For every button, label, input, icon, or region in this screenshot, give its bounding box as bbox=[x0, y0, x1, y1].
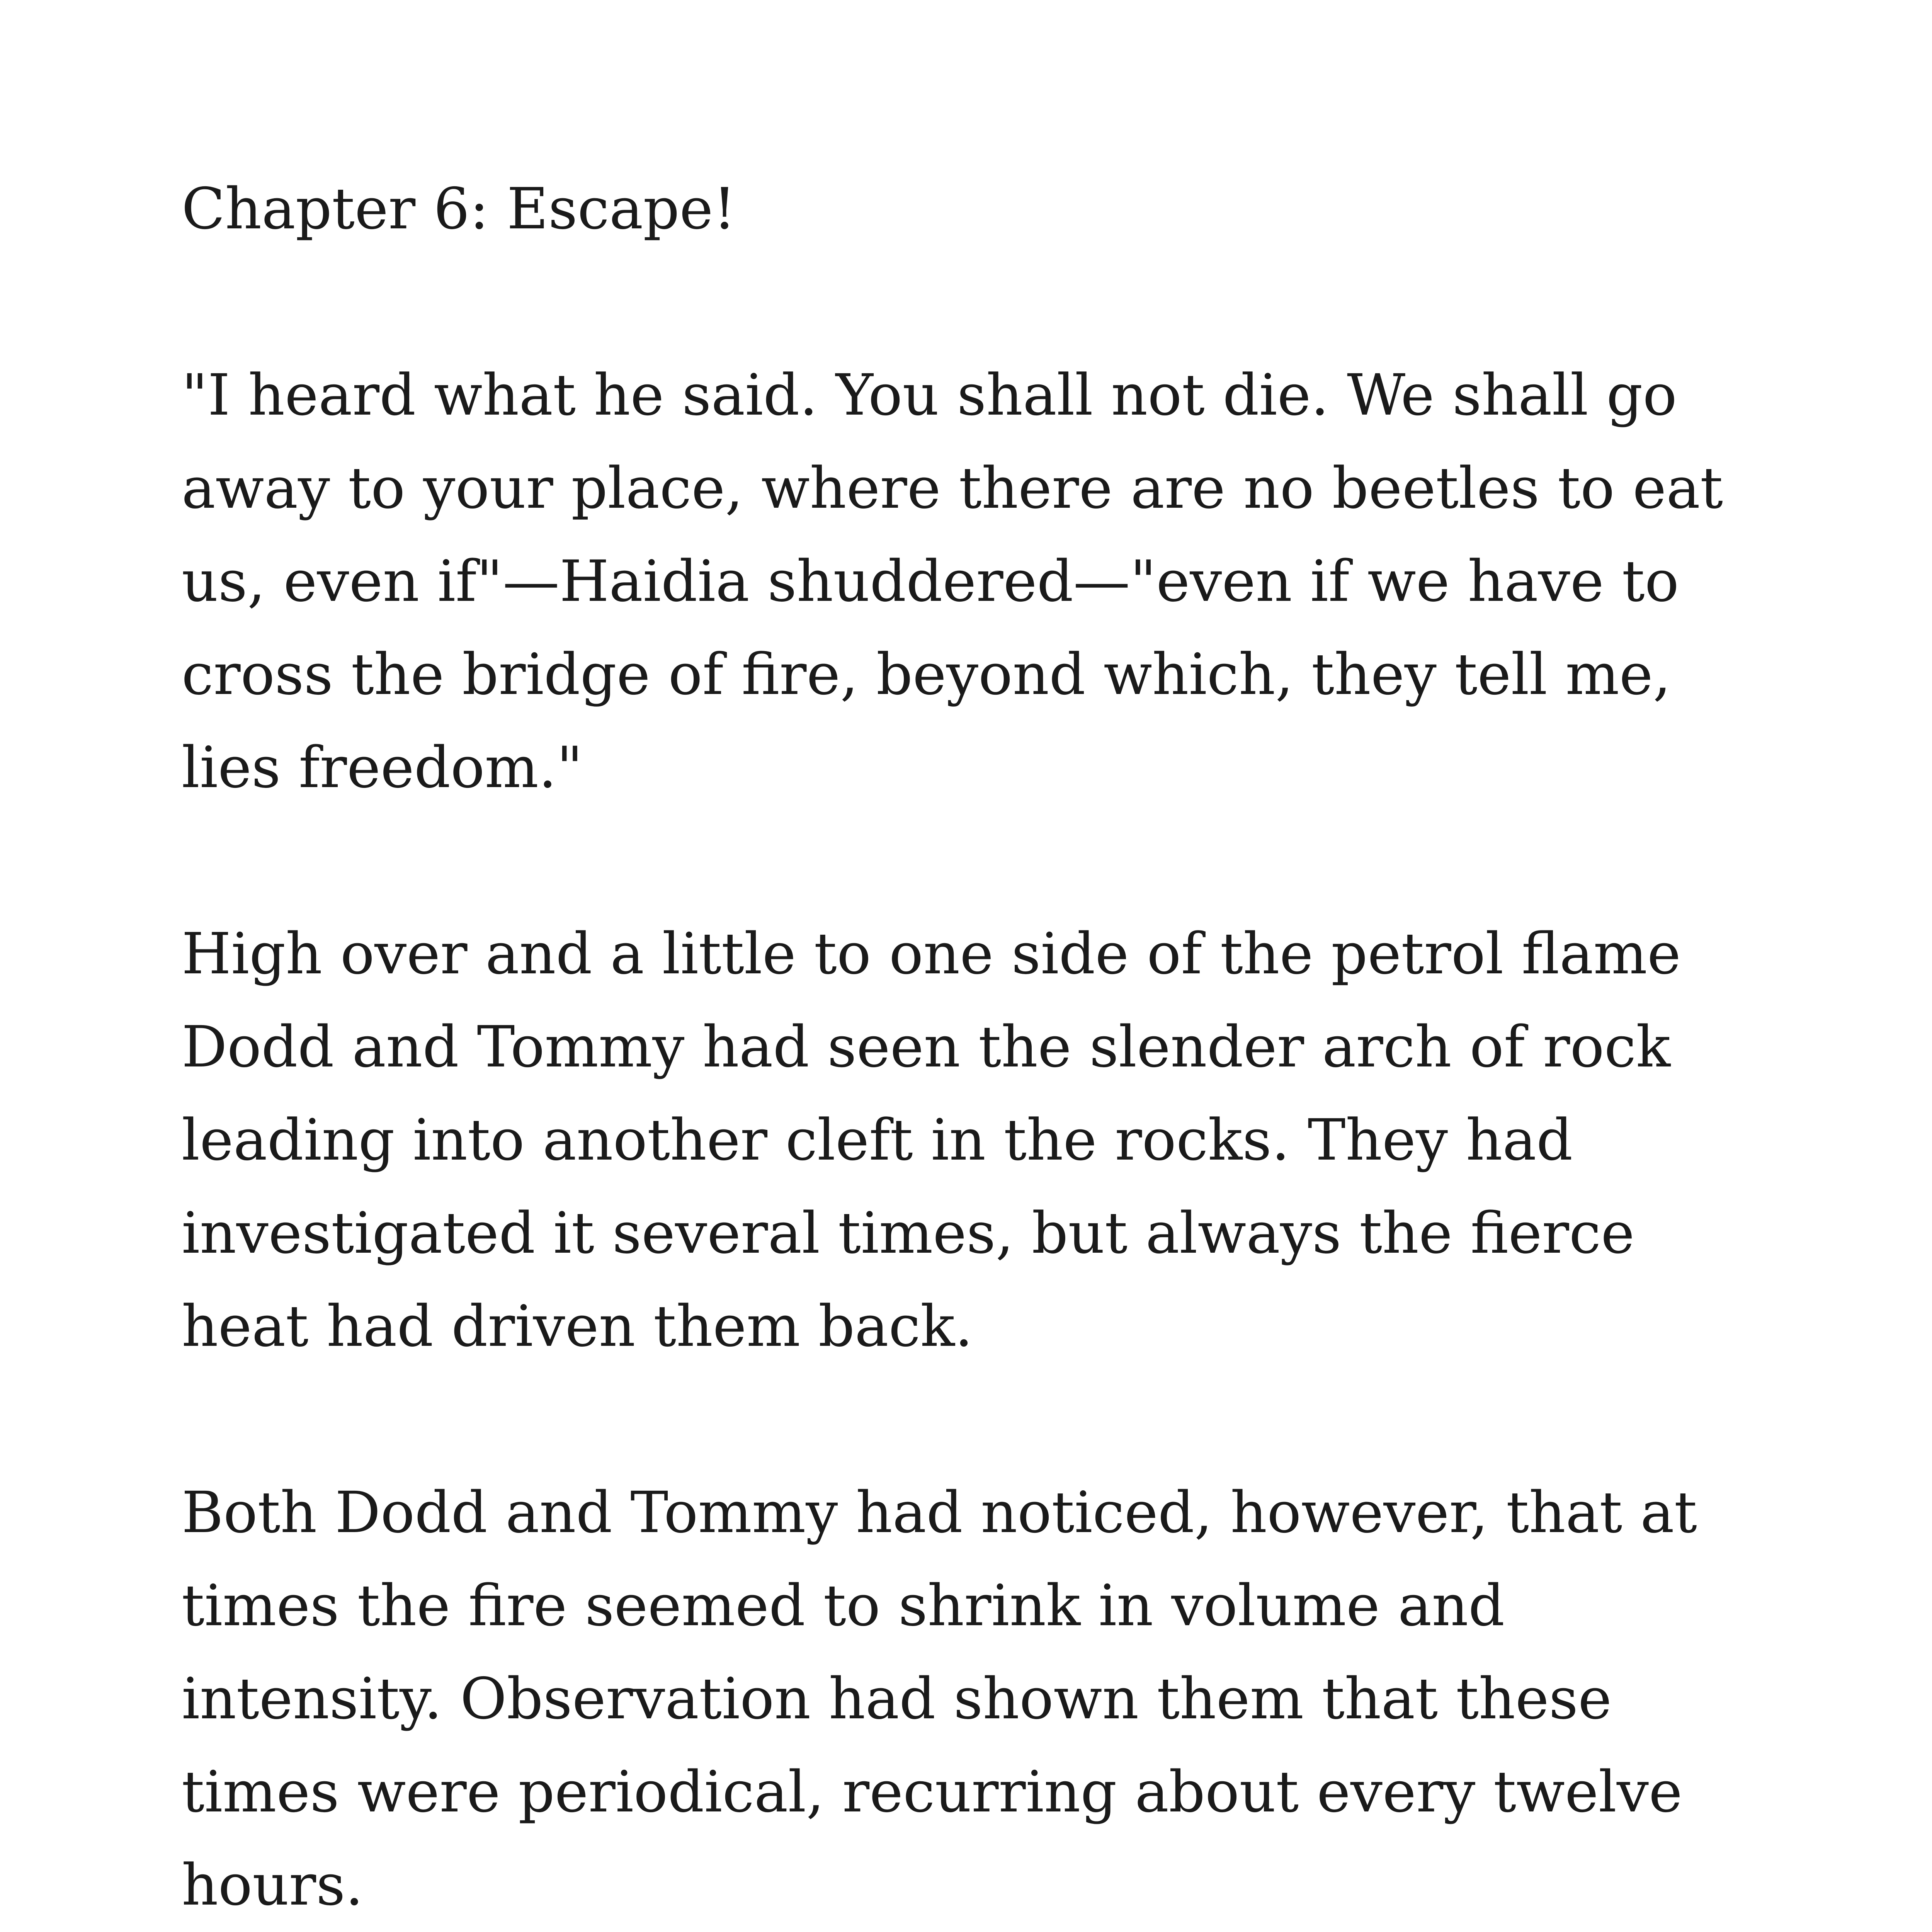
paragraph: High over and a little to one side of the petrol flame Dodd and Tommy had seen the slender arch of rock leading into another cleft in the rocks. They had investigated it several times, but always the fierce heat had driven them back. bbox=[182, 921, 1681, 1359]
page-text bbox=[182, 162, 1804, 1932]
paragraph: Both Dodd and Tommy had noticed, however, that at times the fire seemed to shrink in volume and intensity. Observation had shown them that these times were periodical, recurring about every twelve hours. bbox=[182, 1480, 1697, 1918]
chapter-title: Chapter 6: Escape! bbox=[182, 176, 736, 242]
paragraph: "I heard what he said. You shall not die. We shall go away to your place, where there are no beetles to eat us, even if"—Haidia shuddered—"even if we have to cross the bridge of fire, beyond which, they tell me, lies freedom." bbox=[182, 362, 1723, 801]
